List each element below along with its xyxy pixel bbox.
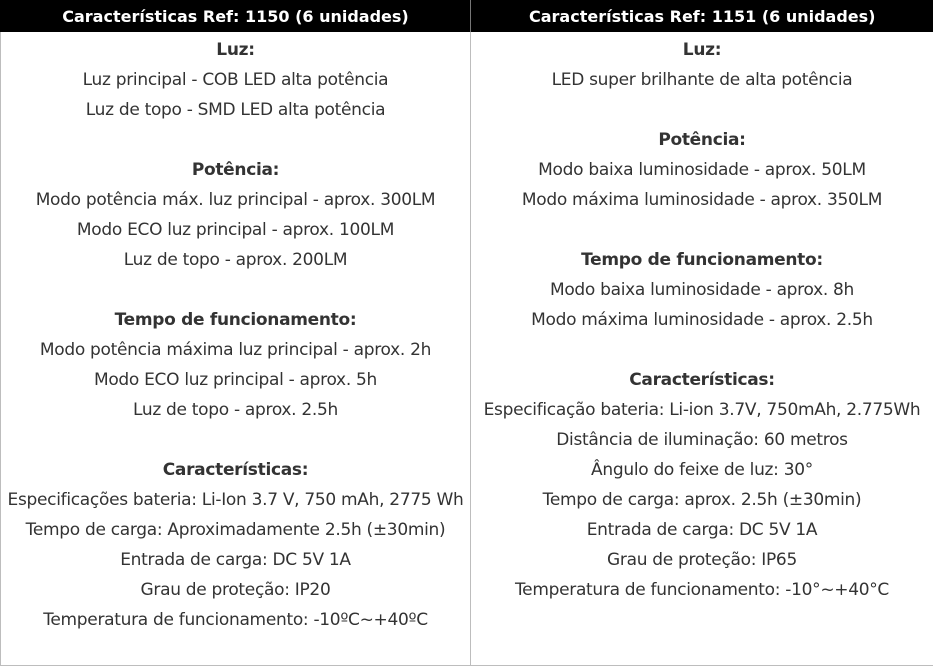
spec-line: Modo máxima luminosidade - aprox. 350LM bbox=[475, 185, 929, 215]
spec-line: Modo máxima luminosidade - aprox. 2.5h bbox=[475, 305, 929, 335]
spec-line: Distância de iluminação: 60 metros bbox=[475, 425, 929, 455]
section-heading: Tempo de funcionamento: bbox=[5, 305, 466, 335]
spacer bbox=[5, 125, 466, 155]
spec-line: Especificação bateria: Li-ion 3.7V, 750mAh, 2.775Wh bbox=[475, 395, 929, 425]
spacer bbox=[5, 275, 466, 305]
spec-line: Luz de topo - aprox. 200LM bbox=[5, 245, 466, 275]
spec-line: Luz principal - COB LED alta potência bbox=[5, 65, 466, 95]
spec-line: Luz de topo - aprox. 2.5h bbox=[5, 395, 466, 425]
spacer bbox=[475, 95, 929, 125]
section-heading: Tempo de funcionamento: bbox=[475, 245, 929, 275]
section-heading: Potência: bbox=[475, 125, 929, 155]
specs-row bbox=[1, 32, 933, 666]
spacer bbox=[5, 425, 466, 455]
spec-line: Luz de topo - SMD LED alta potência bbox=[5, 95, 466, 125]
column-header-ref-1150: Características Ref: 1150 (6 unidades) bbox=[1, 0, 471, 32]
spacer bbox=[475, 215, 929, 245]
spec-line: Temperatura de funcionamento: -10°~+40°C bbox=[475, 575, 929, 605]
specs-cell-ref-1151 bbox=[471, 32, 933, 666]
specs-cell-ref-1150 bbox=[1, 32, 471, 666]
spec-line: Ângulo do feixe de luz: 30° bbox=[475, 455, 929, 485]
section-heading: Potência: bbox=[5, 155, 466, 185]
spec-line: Especificações bateria: Li-Ion 3.7 V, 750 mAh, 2775 Wh bbox=[5, 485, 466, 515]
spec-line: Tempo de carga: Aproximadamente 2.5h (±30min) bbox=[5, 515, 466, 545]
section-heading: Características: bbox=[475, 365, 929, 395]
spec-line: Entrada de carga: DC 5V 1A bbox=[5, 545, 466, 575]
spec-line: Modo potência máxima luz principal - aprox. 2h bbox=[5, 335, 466, 365]
column-header-ref-1151: Características Ref: 1151 (6 unidades) bbox=[471, 0, 933, 32]
spec-line: Modo ECO luz principal - aprox. 5h bbox=[5, 365, 466, 395]
spec-line: Entrada de carga: DC 5V 1A bbox=[475, 515, 929, 545]
spec-line: Temperatura de funcionamento: -10ºC~+40ºC bbox=[5, 605, 466, 635]
spec-line: Modo ECO luz principal - aprox. 100LM bbox=[5, 215, 466, 245]
spec-line: Modo potência máx. luz principal - aprox. 300LM bbox=[5, 185, 466, 215]
spec-line: Grau de proteção: IP20 bbox=[5, 575, 466, 605]
spec-line: Modo baixa luminosidade - aprox. 8h bbox=[475, 275, 929, 305]
spec-line: LED super brilhante de alta potência bbox=[475, 65, 929, 95]
spec-line: Grau de proteção: IP65 bbox=[475, 545, 929, 575]
spacer bbox=[475, 335, 929, 365]
spec-line: Tempo de carga: aprox. 2.5h (±30min) bbox=[475, 485, 929, 515]
section-heading: Luz: bbox=[5, 35, 466, 65]
section-heading: Características: bbox=[5, 455, 466, 485]
spec-line: Modo baixa luminosidade - aprox. 50LM bbox=[475, 155, 929, 185]
section-heading: Luz: bbox=[475, 35, 929, 65]
header-row bbox=[1, 0, 933, 32]
